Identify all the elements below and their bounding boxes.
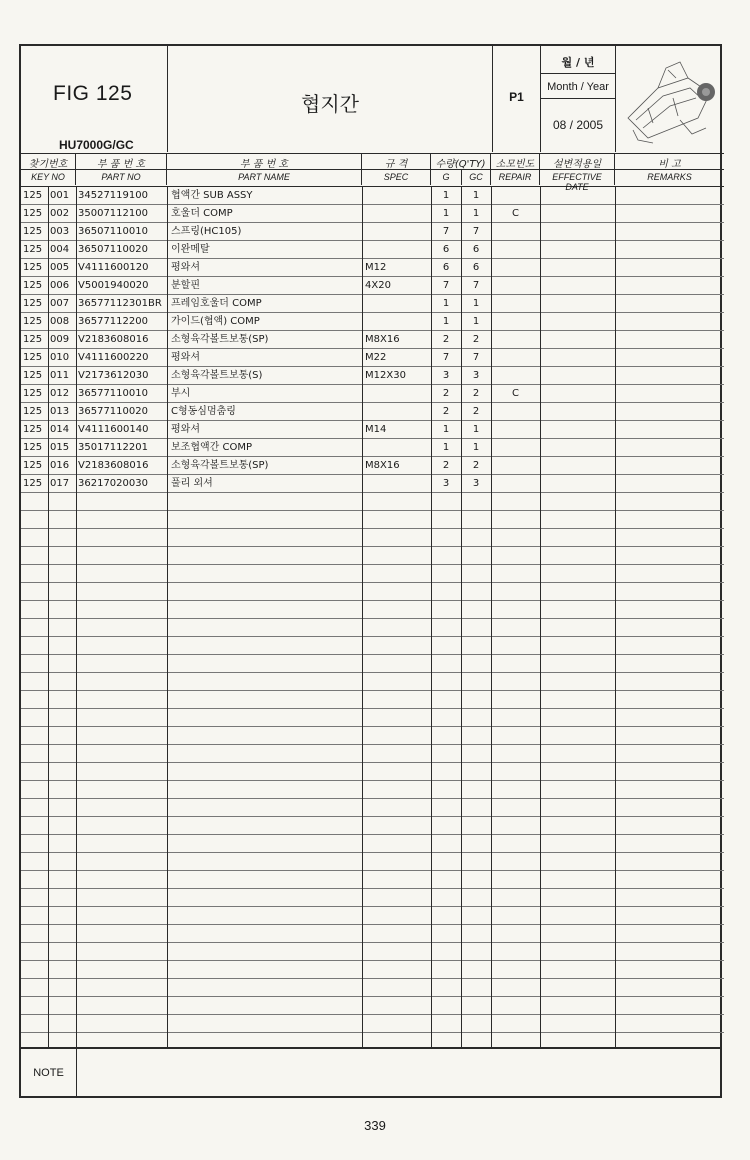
table-row: [21, 331, 724, 349]
cell-key: 009: [50, 334, 70, 345]
month-year-label-en: Month / Year: [547, 81, 609, 93]
table-row: [21, 889, 724, 907]
cell-fig: 125: [23, 478, 43, 489]
cell-key: 013: [50, 406, 70, 417]
cell-spec: [365, 187, 431, 205]
cell-g: 6: [442, 244, 450, 255]
cell-part-no: 36217020030: [78, 478, 148, 489]
table-row: [21, 727, 724, 745]
fig-title: FIG 125: [53, 82, 133, 105]
cell-fig: 125: [23, 244, 43, 255]
column-divider: [431, 187, 432, 1047]
cell-name: 스프링(HC105): [171, 226, 242, 237]
cell-part-no: 35007112100: [78, 208, 148, 219]
cell-spec: [365, 313, 431, 331]
cell-spec: M12: [365, 262, 387, 273]
table-row: [21, 637, 724, 655]
col-part-no: 부 품 번 호 PART NO: [76, 154, 167, 185]
cell-gc: 2: [472, 334, 480, 345]
cell-repair: [491, 187, 540, 205]
table-row: [21, 601, 724, 619]
month-year-cell: [541, 46, 616, 152]
cell-g: 1: [442, 208, 450, 219]
table-row: [21, 709, 724, 727]
table-row: [21, 421, 724, 439]
cell-part-no: V2183608016: [78, 334, 149, 345]
table-row: [21, 511, 724, 529]
cell-key: 001: [50, 190, 70, 201]
cell-key: 007: [50, 298, 70, 309]
cell-spec: M12X30: [365, 370, 406, 381]
cell-name: 부시: [171, 388, 191, 399]
cell-g: 3: [442, 478, 450, 489]
table-row: [21, 457, 724, 475]
table-row: [21, 187, 724, 205]
column-divider: [461, 187, 462, 1047]
table-row: [21, 655, 724, 673]
table-row: [21, 799, 724, 817]
sheet-header: [21, 46, 724, 154]
table-row: [21, 817, 724, 835]
table-row: [21, 1015, 724, 1033]
cell-gc: 1: [472, 316, 480, 327]
col-remarks: 비 고 REMARKS: [615, 154, 724, 185]
table-row: [21, 313, 724, 331]
cell-repair: [491, 349, 540, 367]
cell-spec: M8X16: [365, 460, 400, 471]
cell-gc: 1: [472, 442, 480, 453]
cell-spec: [365, 385, 431, 403]
table-row: [21, 673, 724, 691]
cell-fig: 125: [23, 460, 43, 471]
cell-key: 005: [50, 262, 70, 273]
col-repair: 소모빈도 REPAIR: [491, 154, 540, 185]
cell-name: 협액간 SUB ASSY: [171, 190, 253, 201]
cell-name: 보조협액간 COMP: [171, 442, 252, 453]
cell-fig: 125: [23, 208, 43, 219]
table-row: [21, 583, 724, 601]
table-row: [21, 907, 724, 925]
table-row: [21, 763, 724, 781]
cell-name: C형동심멈춤링: [171, 406, 236, 417]
column-divider: [167, 187, 168, 1047]
cell-key: 016: [50, 460, 70, 471]
cell-gc: 2: [472, 460, 480, 471]
cell-fig: 125: [23, 406, 43, 417]
fig-cell: [21, 46, 168, 152]
cell-key: 010: [50, 352, 70, 363]
table-row: [21, 853, 724, 871]
cell-key: 011: [50, 370, 70, 381]
cell-part-no: 36577112200: [78, 316, 148, 327]
cell-repair: [491, 241, 540, 259]
table-row: [21, 619, 724, 637]
table-row: [21, 691, 724, 709]
cell-spec: 4X20: [365, 280, 391, 291]
cell-name: 가이드(협액) COMP: [171, 316, 260, 327]
cell-key: 017: [50, 478, 70, 489]
cell-g: 7: [442, 352, 450, 363]
column-divider: [540, 187, 541, 1047]
col-effective-date: 설변적용일 EFFECTIVE DATE: [540, 154, 615, 185]
cell-gc: 6: [472, 244, 480, 255]
column-headers: [21, 154, 724, 192]
cell-g: 1: [442, 316, 450, 327]
cell-spec: M22: [365, 352, 387, 363]
cell-name: 평와셔: [171, 424, 200, 435]
cell-g: 7: [442, 280, 450, 291]
cell-fig: 125: [23, 424, 43, 435]
cell-fig: 125: [23, 352, 43, 363]
cell-fig: 125: [23, 190, 43, 201]
page-id-cell: [493, 46, 541, 152]
cell-part-no: 36507110020: [78, 244, 148, 255]
cell-name: 프레임호울더 COMP: [171, 298, 262, 309]
cell-g: 3: [442, 370, 450, 381]
cell-fig: 125: [23, 226, 43, 237]
cell-repair: [491, 331, 540, 349]
col-key-no: 찾기번호 KEY NO: [21, 154, 76, 185]
cell-gc: 2: [472, 406, 480, 417]
cell-g: 1: [442, 424, 450, 435]
cell-spec: M8X16: [365, 334, 400, 345]
note-label: NOTE: [21, 1049, 77, 1098]
column-divider: [76, 187, 77, 1047]
col-part-name: 부 품 번 호 PART NAME: [167, 154, 362, 185]
table-row: [21, 979, 724, 997]
cell-fig: 125: [23, 298, 43, 309]
cell-gc: 3: [472, 478, 480, 489]
cell-gc: 7: [472, 226, 480, 237]
column-divider: [48, 187, 49, 1047]
cell-fig: 125: [23, 388, 43, 399]
table-row: [21, 439, 724, 457]
cell-gc: 1: [472, 208, 480, 219]
month-year-value: 08 / 2005: [552, 118, 604, 132]
cell-part-no: V4111600140: [78, 424, 149, 435]
cell-part-no: V5001940020: [78, 280, 149, 291]
cell-part-no: 36577110020: [78, 406, 148, 417]
cell-name: 소형육각볼트보통(SP): [171, 460, 269, 471]
table-row: [21, 223, 724, 241]
cell-key: 002: [50, 208, 70, 219]
cell-spec: [365, 205, 431, 223]
table-row: [21, 925, 724, 943]
parts-list-sheet: [19, 44, 722, 1098]
cell-repair: [491, 421, 540, 439]
table-row: [21, 493, 724, 511]
cell-g: 1: [442, 442, 450, 453]
table-row: [21, 295, 724, 313]
month-year-label-ko: 월 / 년: [561, 56, 595, 69]
col-spec: 규 격 SPEC: [362, 154, 431, 185]
cell-name: 소형육각볼트보통(S): [171, 370, 263, 381]
cell-spec: [365, 295, 431, 313]
cell-part-no: V2183608016: [78, 460, 149, 471]
cell-repair: [491, 475, 540, 493]
part-group-title: 협지간: [301, 92, 359, 116]
cell-name: 평와셔: [171, 262, 200, 273]
cell-key: 004: [50, 244, 70, 255]
table-row: [21, 385, 724, 403]
cell-part-no: 36577110010: [78, 388, 148, 399]
table-row: [21, 241, 724, 259]
cell-repair: [491, 439, 540, 457]
cell-name: 호울더 COMP: [171, 208, 233, 219]
cell-spec: [365, 403, 431, 421]
cell-part-no: 35017112201: [78, 442, 148, 453]
cell-name: 이완메탈: [171, 244, 210, 255]
cell-key: 015: [50, 442, 70, 453]
cell-fig: 125: [23, 262, 43, 273]
thumbnail-cell: [616, 46, 724, 152]
cell-gc: 3: [472, 370, 480, 381]
cell-g: 2: [442, 406, 450, 417]
model-name: HU7000G/GC: [59, 138, 134, 152]
cell-fig: 125: [23, 370, 43, 381]
cell-gc: 7: [472, 280, 480, 291]
cell-repair: C: [512, 388, 519, 399]
cell-key: 006: [50, 280, 70, 291]
cell-part-no: V2173612030: [78, 370, 149, 381]
table-row: [21, 475, 724, 493]
cell-name: 분할핀: [171, 280, 200, 291]
page-id: P1: [509, 90, 524, 104]
cell-part-no: 36507110010: [78, 226, 148, 237]
cell-fig: 125: [23, 334, 43, 345]
table-row: [21, 547, 724, 565]
cell-fig: 125: [23, 442, 43, 453]
col-qty: 수량(Q'TY) G GC: [431, 154, 491, 185]
cell-g: 7: [442, 226, 450, 237]
note-area: [21, 1047, 720, 1098]
cell-spec: [365, 241, 431, 259]
cell-key: 014: [50, 424, 70, 435]
cell-gc: 1: [472, 424, 480, 435]
table-row: [21, 529, 724, 547]
cell-gc: 2: [472, 388, 480, 399]
cell-repair: [491, 313, 540, 331]
column-divider: [491, 187, 492, 1047]
cell-repair: [491, 457, 540, 475]
cell-name: 평와셔: [171, 352, 200, 363]
table-row: [21, 835, 724, 853]
column-divider: [362, 187, 363, 1047]
cell-name: 소형육각볼트보통(SP): [171, 334, 269, 345]
cell-part-no: V4111600220: [78, 352, 149, 363]
cell-repair: [491, 403, 540, 421]
cell-key: 003: [50, 226, 70, 237]
cell-repair: [491, 277, 540, 295]
cell-repair: [491, 259, 540, 277]
table-row: [21, 961, 724, 979]
cell-part-no: 34527119100: [78, 190, 148, 201]
cell-g: 2: [442, 388, 450, 399]
cell-spec: [365, 439, 431, 457]
cell-fig: 125: [23, 316, 43, 327]
cell-gc: 1: [472, 190, 480, 201]
table-row: [21, 997, 724, 1015]
cell-gc: 1: [472, 298, 480, 309]
cell-gc: 6: [472, 262, 480, 273]
title-cell: [168, 46, 493, 152]
table-row: [21, 349, 724, 367]
cell-g: 2: [442, 460, 450, 471]
table-row: [21, 565, 724, 583]
table-row: [21, 277, 724, 295]
cell-repair: [491, 367, 540, 385]
cell-spec: [365, 475, 431, 493]
table-row: [21, 205, 724, 223]
table-row: [21, 943, 724, 961]
cell-gc: 7: [472, 352, 480, 363]
parts-table-body: [21, 187, 724, 1047]
table-row: [21, 781, 724, 799]
cell-repair: [491, 223, 540, 241]
cell-repair: [491, 295, 540, 313]
table-row: [21, 871, 724, 889]
cell-spec: [365, 223, 431, 241]
cell-part-no: 36577112301BR: [78, 298, 162, 309]
table-row: [21, 259, 724, 277]
cell-key: 012: [50, 388, 70, 399]
page-number: 339: [364, 1118, 386, 1133]
cell-key: 008: [50, 316, 70, 327]
cell-g: 1: [442, 190, 450, 201]
cell-spec: M14: [365, 424, 387, 435]
cell-g: 6: [442, 262, 450, 273]
cell-repair: C: [512, 208, 519, 219]
table-row: [21, 403, 724, 421]
column-divider: [615, 187, 616, 1047]
combine-harvester-thumbnail-icon: [618, 48, 718, 148]
cell-g: 2: [442, 334, 450, 345]
table-row: [21, 367, 724, 385]
table-row: [21, 745, 724, 763]
cell-g: 1: [442, 298, 450, 309]
cell-name: 풀리 외셔: [171, 478, 213, 489]
cell-part-no: V4111600120: [78, 262, 149, 273]
cell-fig: 125: [23, 280, 43, 291]
